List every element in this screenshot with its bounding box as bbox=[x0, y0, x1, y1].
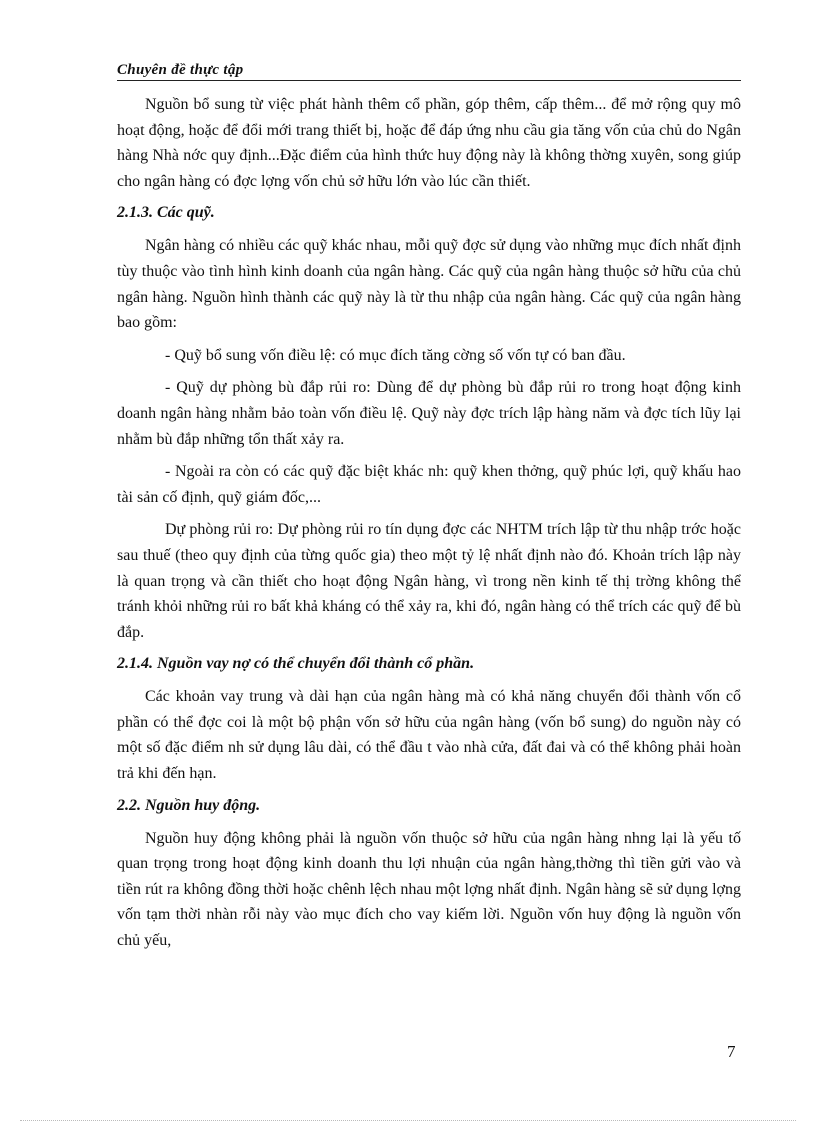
paragraph-convertible-loans: Các khoản vay trung và dài hạn của ngân hàng mà có khả năng chuyển đổi thành vốn cổ phần có thể đợc coi là một bộ phận vốn sở hữu của ngân hàng (vốn bổ sung) do nguồn này có một số đặc điểm nh sử dụng lâu dài, có thể đầu t vào nhà cửa, đất đai và có thể không phải hoàn trả khi đến hạn. bbox=[117, 688, 741, 783]
bullet-risk-fund: - Quỹ dự phòng bù đắp rủi ro: Dùng để dự phòng bù đắp rủi ro trong hoạt động kinh doanh ngân hàng nhằm bảo toàn vốn điều lệ. Quỹ này đợc trích lập hàng năm và đợc tích lũy lại nhằm bù đắp những tổn thất xảy ra. bbox=[117, 379, 741, 448]
heading-2-1-4: 2.1.4. Nguồn vay nợ có thể chuyển đổi thành cổ phần. bbox=[117, 655, 475, 673]
bullet-charter-fund: - Quỹ bổ sung vốn điều lệ: có mục đích tăng cờng số vốn tự có ban đầu. bbox=[165, 346, 626, 364]
heading-2-1-3: 2.1.3. Các quỹ. bbox=[117, 204, 215, 222]
header-title: Chuyên đề thực tập bbox=[117, 62, 244, 78]
page-number: 7 bbox=[727, 1042, 736, 1061]
bullet-other-funds: - Ngoài ra còn có các quỹ đặc biệt khác nh: quỹ khen thởng, quỹ phúc lợi, quỹ khấu hao tài sản cố định, quỹ giám đốc,... bbox=[117, 463, 741, 506]
paragraph-mobilized-funds: Nguồn huy động không phải là nguồn vốn thuộc sở hữu của ngân hàng nhng lại là yếu tố quan trọng trong hoạt động kinh doanh thu lợi nhuận của ngân hàng,thờng thì tiền gửi vào và tiền rút ra không đồng thời hoặc chênh lệch nhau một lợng nhất định. Ngân hàng sẽ sử dụng lợng vốn tạm thời nhàn rỗi này vào mục đích cho vay kiếm lời. Nguồn vốn huy động là nguồn vốn chủ yếu, bbox=[117, 829, 741, 950]
paragraph-supplement: Nguồn bổ sung từ việc phát hành thêm cổ phần, góp thêm, cấp thêm... để mở rộng quy mô hoạt động, hoặc để đổi mới trang thiết bị, hoặc để đáp ứng nhu cầu gia tăng vốn của chủ do Ngân hàng Nhà nớc quy định...Đặc điểm của hình thức huy động này là không thờng xuyên, song giúp cho ngân hàng có đợc lợng vốn chủ sở hữu lớn vào lúc cần thiết. bbox=[117, 96, 741, 190]
document-body bbox=[117, 92, 741, 961]
heading-2-2: 2.2. Nguồn huy động. bbox=[117, 796, 261, 814]
paragraph-funds: Ngân hàng có nhiều các quỹ khác nhau, mỗi quỹ đợc sử dụng vào những mục đích nhất định tùy thuộc vào tình hình kinh doanh của ngân hàng. Các quỹ của ngân hàng thuộc sở hữu của chủ ngân hàng. Nguồn hình thành các quỹ này là từ thu nhập của ngân hàng. Các quỹ của ngân hàng bao gồm: bbox=[117, 237, 741, 332]
page-header bbox=[117, 58, 741, 81]
paragraph-risk-provision: Dự phòng rủi ro: Dự phòng rủi ro tín dụng đợc các NHTM trích lập từ thu nhập trớc hoặc sau thuế (theo quy định của từng quốc gia) theo một tỷ lệ nhất định nào đó. Khoản trích lập này là quan trọng và cần thiết cho hoạt động Ngân hàng, vì trong nền kinh tế thị trờng không thể tránh khỏi những rủi ro bất khả kháng có thể xảy ra, khi đó, ngân hàng có thể trích các quỹ để bù đắp. bbox=[117, 521, 741, 641]
footer-divider bbox=[20, 1120, 796, 1121]
